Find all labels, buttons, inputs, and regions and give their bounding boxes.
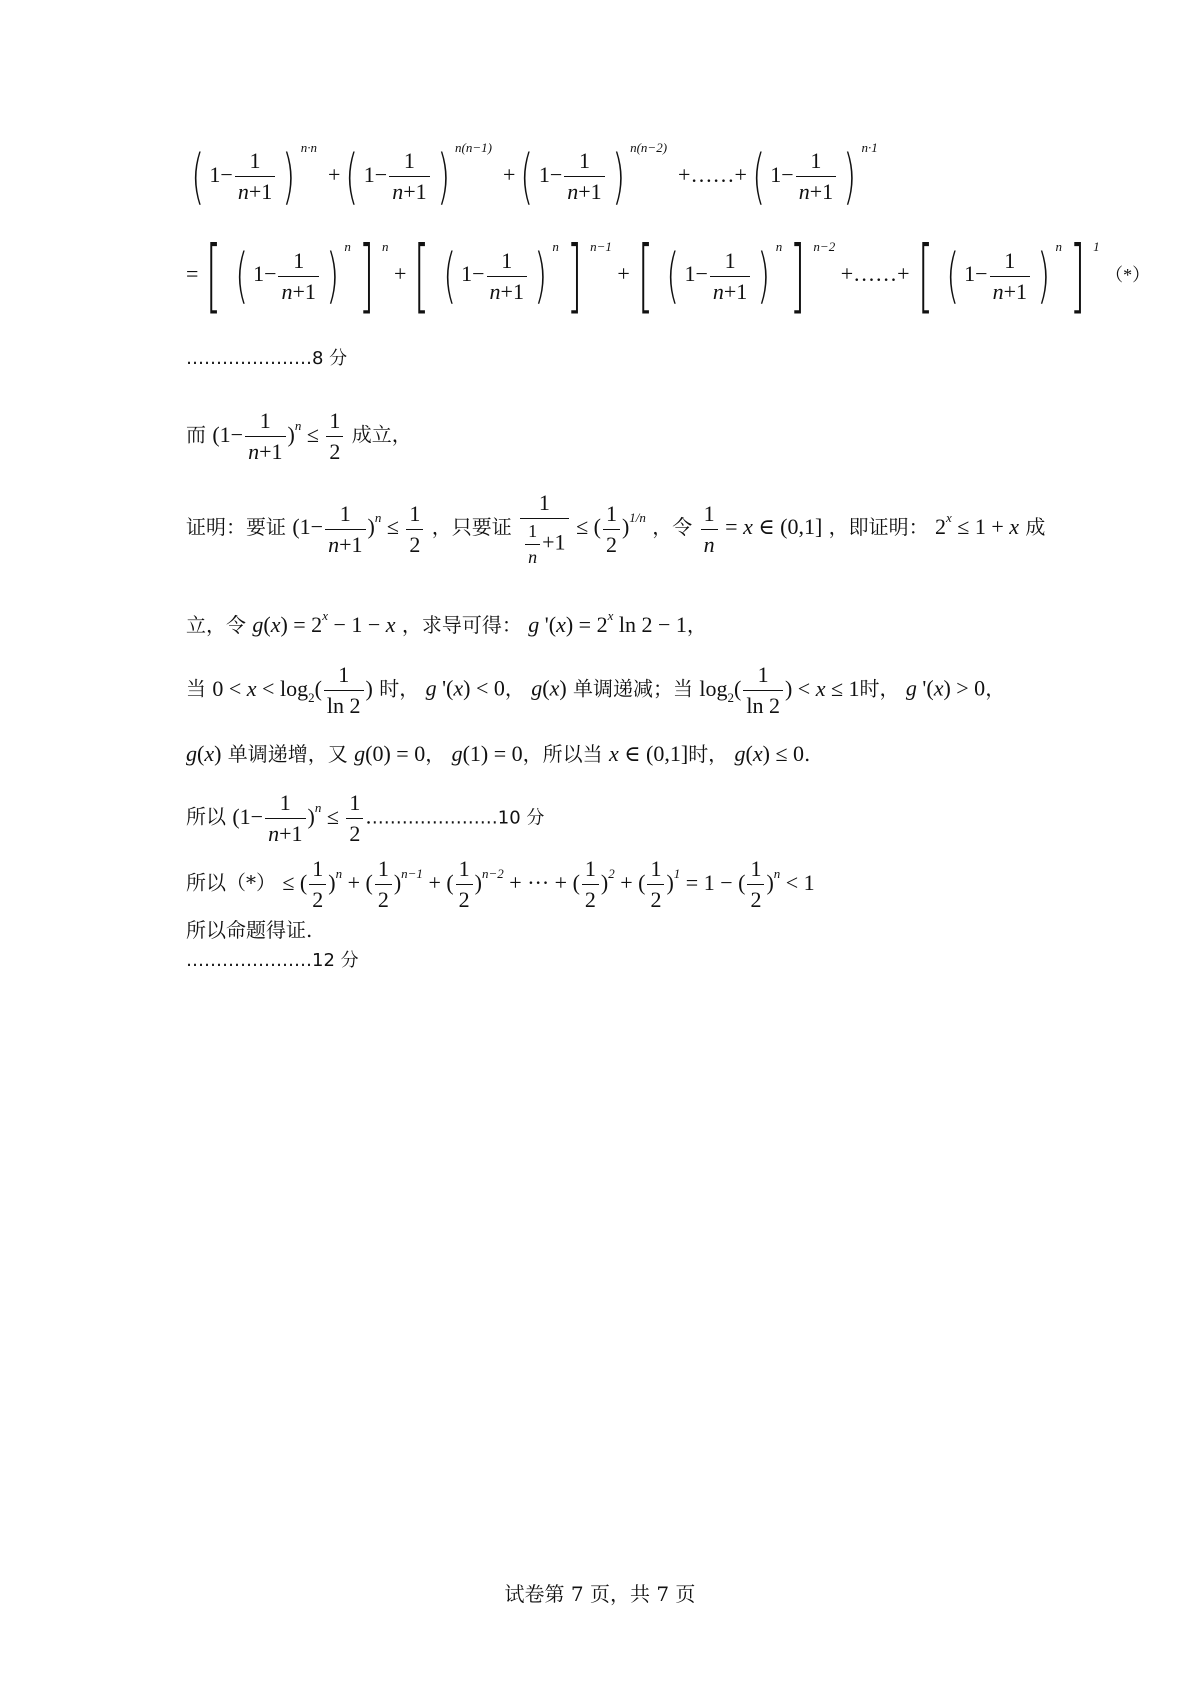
text-derive: ，求导可得： bbox=[401, 613, 522, 637]
text-decrease: 单调递减；当 bbox=[573, 676, 694, 701]
score-8-mark: …………………8 分 bbox=[186, 348, 348, 369]
text-suoyi: 所以 bbox=[186, 804, 226, 829]
function-def-line: 立，令 $g(x) = 2^x - 1 - x$ ，求导可得： g '$(x) = 2^x$ ln 2 − 1， bbox=[186, 608, 707, 637]
conclusion-line: 所以命题得证. bbox=[186, 918, 313, 942]
page-footer: 试卷第 7 页，共 7 页 bbox=[504, 1582, 696, 1606]
expression-line-1: ( 1− $\frac{1}{n+1}$ ) $^{n\cdot n}$ +( 1− $\frac{1}{n+1}$ ) $^{n(n-1)}$ +( 1− $\frac{1}{n+1}$ ) $^{n(n-2)}$ +……+( 1− $\frac{1}{n+1}$ ) $^{n\cdot 1}$ bbox=[191, 140, 878, 212]
sum-line: 所以（*） ≤ ( $\frac{1}{2}$ )$^n$ + ( $\frac{1}{2}$ )$^{n-1}$ + ( $\frac{1}{2}$ )$^{n-2}$ + ··· + ( $\frac{1}{2}$ )$^2$ + ( $\frac{1}{2}$ )$^1$ = 1 − ( $\frac{1}{2}$ )$^n$ < 1 bbox=[186, 856, 815, 912]
proof-only-need: ，只要证 bbox=[431, 515, 512, 540]
text-shi: 时， bbox=[379, 676, 420, 701]
monotonic-line: 当 $0 < x < \log_2$( $\frac{1}{\ln 2}$ ) 时， g '(x) < 0， g(x) 单调递减；当 $\log_2$( $\frac{1}{\ln 2}$ ) < x ≤ 1时， g '(x) > 0， bbox=[186, 662, 1006, 718]
expression-line-2: =[ ( 1− $\frac{1}{n+1}$ ) $^n$] $^n$ +[ ( 1− $\frac{1}{n+1}$ ) $^n$] $^{n-1}$ +[ ( 1− $\frac{1}{n+1}$ ) $^n$] $^{n-2}$ +……+[ ( 1− $\frac{1}{n+1}$ ) $^n$] $^1$ （*） bbox=[186, 229, 1151, 322]
increasing-line: g(x) 单调递增，又 g(0) = 0， g(1) = 0，所以当 x ∈ (0,1]时， g(x) ≤ 0. bbox=[186, 741, 811, 766]
text-suoyi-dang: ，所以当 bbox=[522, 742, 603, 766]
proof-cheng: 成 bbox=[1025, 515, 1046, 540]
claim-prefix: 而 bbox=[186, 422, 206, 447]
text-increase: 单调递增，又 bbox=[227, 742, 348, 766]
text-li: 立，令 bbox=[186, 613, 246, 637]
proof-line: 证明：要证 (1− $\frac{1}{n+1}$ )$^n$ ≤ $\frac{1}{2}$ ，只要证 1 $\frac{1}{n}$ +1 ≤ ( $\frac{1}{2}$ )$^{1/n}$ ，令 $\frac{1}{n}$ = x ∈ (0,1] ，即证明： $2^x \le 1 + x$ 成 bbox=[186, 490, 1046, 567]
star-mark: （*） bbox=[1105, 265, 1151, 286]
text-when: 当 bbox=[186, 676, 206, 701]
text-suoyi-star: 所以（*） bbox=[186, 870, 276, 895]
score-12-mark: …………………12 分 bbox=[186, 950, 359, 971]
proof-ie: ，即证明： bbox=[828, 515, 929, 540]
claim-line: 而 (1− $\frac{1}{n+1}$ )$^n$ ≤ $\frac{1}{2}$ 成立， bbox=[186, 408, 412, 464]
so-line: 所以 (1− $\frac{1}{n+1}$ )$^n$ ≤ $\frac{1}{2}$ .…………………10 分 bbox=[186, 790, 545, 846]
proof-prefix: 证明：要证 bbox=[186, 515, 286, 540]
claim-suffix: 成立， bbox=[351, 422, 412, 447]
proof-let: ，令 bbox=[652, 515, 693, 540]
score-10-mark: …………………10 分 bbox=[371, 807, 545, 829]
